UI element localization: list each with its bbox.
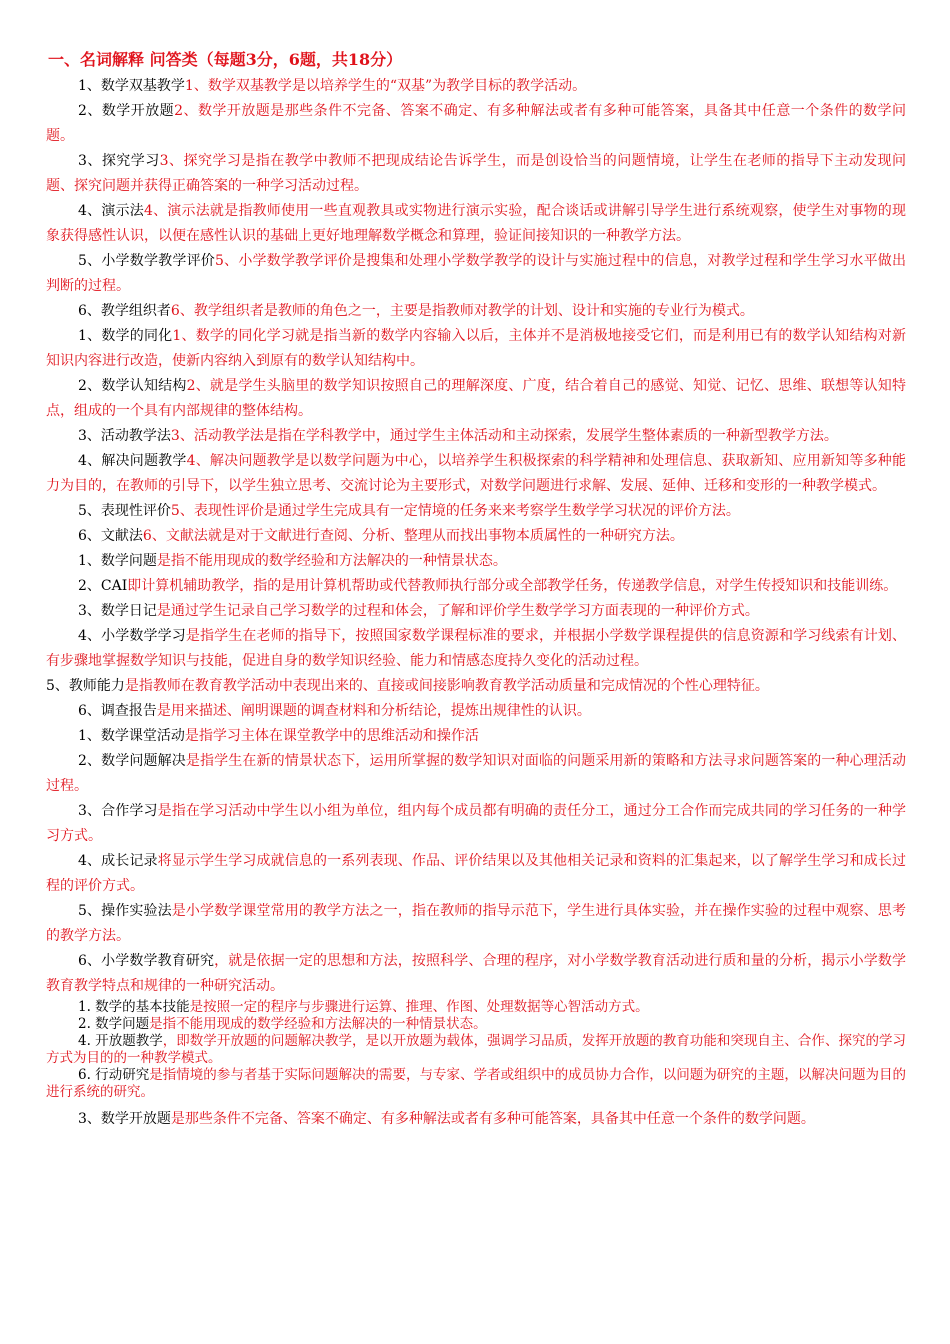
definition-item [46, 574, 906, 599]
term-label: 6、调查报告 [78, 703, 157, 719]
definition-item [46, 799, 906, 849]
definition-item [46, 424, 906, 449]
definition-item [46, 249, 906, 299]
term-label: 3、活动教学法 [78, 428, 171, 444]
term-definition: 是那些条件不完备、答案不确定、有多种解法或者有多种可能答案，具备其中任意一个条件的数学问题。 [170, 1111, 815, 1127]
term-label: 6、小学数学教育研究 [78, 953, 215, 969]
term-definition: 是指学生在老师的指导下，按照国家数学课程标准的要求，并根据小学数学课程提供的信息资源和学习线索有计划、有步骤地掌握数学知识与技能，促进自身的数学知识经验、能力和情感态度持久变化的活动过程。 [46, 628, 906, 669]
definition-item [46, 749, 906, 799]
term-definition: 3、探究学习是指在教学中教师不把现成结论告诉学生，而是创设恰当的问题情境，让学生在老师的指导下主动发现问题、探究问题并获得正确答案的一种学习活动过程。 [46, 153, 906, 194]
term-label: 5、小学数学教学评价 [78, 253, 216, 269]
term-definition: 将显示学生学习成就信息的一系列表现、作品、评价结果以及其他相关记录和资料的汇集起来，以了解学生学习和成长过程的评价方式。 [46, 853, 906, 894]
definition-item [46, 324, 906, 374]
definition-item [46, 449, 906, 499]
term-label: 6、教学组织者 [78, 303, 171, 319]
term-definition: 是小学数学课堂常用的教学方法之一，指在教师的指导示范下，学生进行具体实验，并在操作实验的过程中观察、思考的教学方法。 [46, 903, 906, 944]
term-definition: ，就是依据一定的思想和方法，按照科学、合理的程序，对小学数学教育活动进行质和量的分析，揭示小学数学教育教学特点和规律的一种研究活动。 [46, 953, 906, 994]
term-label: 6. 行动研究 [78, 1067, 150, 1083]
definition-item [46, 849, 906, 899]
definition-item [46, 599, 906, 624]
term-definition: 是指教师在教育教学活动中表现出来的、直接或间接影响教育教学活动质量和完成情况的个性心理特征。 [124, 678, 769, 694]
term-label: 4、小学数学学习 [78, 628, 186, 644]
definition-list [46, 74, 906, 1132]
definition-item [46, 674, 906, 699]
term-label: 5、表现性评价 [78, 503, 171, 519]
term-label: 5、教师能力 [46, 678, 125, 694]
term-definition: 5、表现性评价是通过学生完成具有一定情境的任务来来考察学生数学学习状况的评价方法。 [170, 503, 740, 519]
term-definition: 是指在学习活动中学生以小组为单位，组内每个成员都有明确的责任分工，通过分工合作而完成共同的学习任务的一种学习方式。 [46, 803, 906, 844]
term-label: 4、演示法 [78, 203, 144, 219]
definition-item [46, 699, 906, 724]
term-definition: 即计算机辅助教学，指的是用计算机帮助或代替教师执行部分或全部教学任务，传递教学信息，对学生传授知识和技能训练。 [127, 578, 898, 594]
term-definition: 6、教学组织者是教师的角色之一，主要是指教师对教学的计划、设计和实施的专业行为模式。 [170, 303, 754, 319]
term-label: 1、数学问题 [78, 553, 157, 569]
definition-item [46, 549, 906, 574]
term-label: 3、探究学习 [78, 153, 160, 169]
term-definition: 是按照一定的程序与步骤进行运算、推理、作图、处理数据等心智活动方式。 [189, 999, 649, 1015]
definition-item [46, 74, 906, 99]
term-label: 2、数学开放题 [78, 103, 175, 119]
term-label: 1、数学双基教学 [78, 78, 185, 94]
term-label: 4. 开放题教学 [78, 1033, 163, 1049]
term-label: 4、解决问题教学 [78, 453, 187, 469]
term-definition: 2、数学开放题是那些条件不完备、答案不确定、有多种解法或者有多种可能答案，具备其中任意一个条件的数学问题。 [46, 103, 906, 144]
definition-item [46, 1033, 906, 1067]
term-definition: 1、数学双基教学是以培养学生的“双基”为教学目标的教学活动。 [184, 78, 587, 94]
definition-item [46, 1016, 906, 1033]
definition-item [46, 724, 906, 749]
term-label: 5、操作实验法 [78, 903, 172, 919]
term-definition: 是指学生在新的情景状态下，运用所掌握的数学知识对面临的问题采用新的策略和方法寻求问题答案的一种心理活动过程。 [46, 753, 906, 794]
term-label: 2、CAI [78, 578, 128, 594]
term-label: 2、数学认知结构 [78, 378, 187, 394]
definition-item [46, 499, 906, 524]
term-definition: 5、小学数学教学评价是搜集和处理小学数学教学的设计与实施过程中的信息，对教学过程和学生学习水平做出判断的过程。 [46, 253, 906, 294]
term-definition: 是指不能用现成的数学经验和方法解决的一种情景状态。 [149, 1016, 487, 1032]
section-title: 一、名词解释 问答类（每题3分，6题，共18分） [48, 50, 403, 69]
term-label: 1、数学课堂活动 [78, 728, 185, 744]
term-label: 3、数学日记 [78, 603, 157, 619]
definition-item [46, 1067, 906, 1101]
term-label: 2. 数学问题 [78, 1016, 150, 1032]
definition-item [46, 524, 906, 549]
term-definition: 是用来描述、阐明课题的调查材料和分析结论，提炼出规律性的认识。 [156, 703, 591, 719]
definition-item [46, 999, 906, 1016]
term-definition: 4、演示法就是指教师使用一些直观教具或实物进行演示实验，配合谈话或讲解引导学生进行系统观察，使学生对事物的现象获得感性认识，以便在感性认识的基础上更好地理解数学概念和算理，验证间接知识的一种教学方法。 [46, 203, 906, 244]
definition-item [46, 149, 906, 199]
term-definition: ，即数学开放题的问题解决教学，是以开放题为载体，强调学习品质，发挥开放题的教育功能和突现自主、合作、探究的学习方式为目的的一种教学模式。 [46, 1033, 907, 1066]
term-definition: 是通过学生记录自己学习数学的过程和体会，了解和评价学生数学学习方面表现的一种评价方式。 [156, 603, 759, 619]
definition-item [46, 199, 906, 249]
term-label: 1、数学的同化 [78, 328, 173, 344]
definition-item [46, 1107, 906, 1132]
term-definition: 1、数学的同化学习就是指当新的数学内容输入以后，主体并不是消极地接受它们，而是利用已有的数学认知结构对新知识内容进行改造，使新内容纳入到原有的数学认知结构中。 [46, 328, 906, 369]
term-label: 2、数学问题解决 [78, 753, 186, 769]
term-label: 1. 数学的基本技能 [78, 999, 190, 1015]
term-label: 3、合作学习 [78, 803, 158, 819]
term-definition: 是指不能用现成的数学经验和方法解决的一种情景状态。 [156, 553, 507, 569]
definition-item [46, 299, 906, 324]
term-label: 3、数学开放题 [78, 1111, 171, 1127]
definition-item [46, 899, 906, 949]
term-definition: 6、文献法就是对于文献进行查阅、分析、整理从而找出事物本质属性的一种研究方法。 [142, 528, 684, 544]
term-definition: 4、解决问题教学是以数学问题为中心，以培养学生积极探索的科学精神和处理信息、获取新知、应用新知等多种能力为目的，在教师的引导下，以学生独立思考、交流讨论为主要形式，对数学问题进行求解、发展、延伸、迁移和变形的一种教学模式。 [46, 453, 906, 494]
definition-item [46, 374, 906, 424]
document-body [46, 50, 906, 1132]
definition-item [46, 949, 906, 999]
term-definition: 2、就是学生头脑里的数学知识按照自己的理解深度、广度，结合着自己的感觉、知觉、记忆、思维、联想等认知特点，组成的一个具有内部规律的整体结构。 [46, 378, 906, 419]
term-definition: 是指情境的参与者基于实际问题解决的需要，与专家、学者或组织中的成员协力合作，以问题为研究的主题，以解决问题为目的进行系统的研究。 [46, 1067, 907, 1100]
term-label: 6、文献法 [78, 528, 143, 544]
term-definition: 3、活动教学法是指在学科教学中，通过学生主体活动和主动探索，发展学生整体素质的一种新型教学方法。 [170, 428, 838, 444]
term-definition: 是指学习主体在课堂教学中的思维活动和操作活 [184, 728, 479, 744]
definition-item [46, 99, 906, 149]
definition-item [46, 624, 906, 674]
term-label: 4、成长记录 [78, 853, 158, 869]
